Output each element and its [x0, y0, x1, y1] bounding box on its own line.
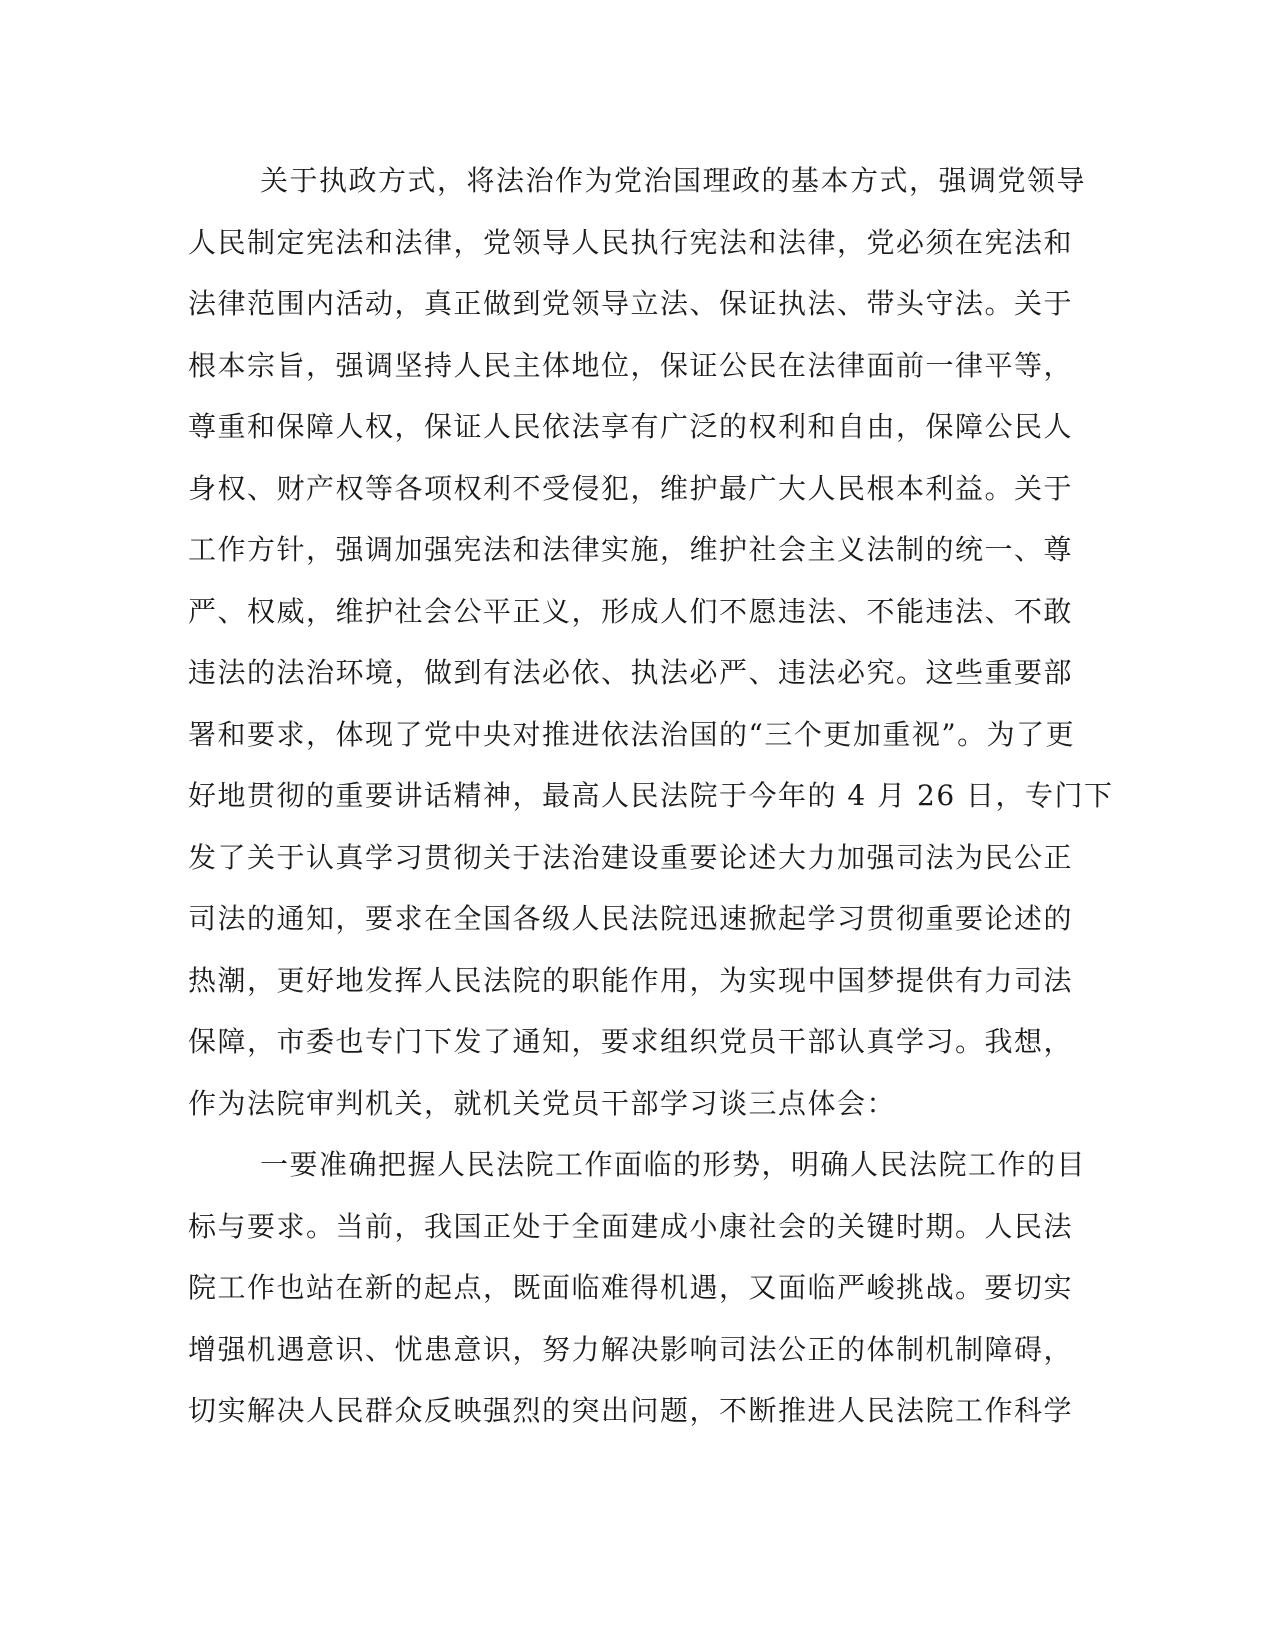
- text-line: 尊重和保障人权，保证人民依法享有广泛的权利和自由，保障公民人: [188, 410, 1074, 443]
- text-line: 根本宗旨，强调坚持人民主体地位，保证公民在法律面前一律平等，: [188, 348, 1074, 382]
- text-line: 作为法院审判机关，就机关党员干部学习谈三点体会：: [188, 1086, 897, 1120]
- text-line: 人民制定宪法和法律，党领导人民执行宪法和法律，党必须在宪法和: [188, 225, 1074, 259]
- text-line: 热潮，更好地发挥人民法院的职能作用，为实现中国梦提供有力司法: [188, 963, 1074, 997]
- text-line: 严、权威，维护社会公平正义，形成人们不愿违法、不能违法、不敢: [188, 594, 1074, 628]
- text-line: 司法的通知，要求在全国各级人民法院迅速掀起学习贯彻重要论述的: [188, 902, 1074, 935]
- text-line: 署和要求，体现了党中央对推进依法治国的“三个更加重视”。为了更: [188, 717, 1076, 751]
- text-line: 身权、财产权等各项权利不受侵犯，维护最广大人民根本利益。关于: [188, 471, 1074, 505]
- paragraph-1: [188, 161, 1114, 1145]
- text-line: 增强机遇意识、忧患意识，努力解决影响司法公正的体制机制障碍，: [188, 1332, 1074, 1366]
- text-line: 好地贯彻的重要讲话精神，最高人民法院于今年的 4 月 26 日，专门下: [188, 779, 1114, 812]
- text-line: 院工作也站在新的起点，既面临难得机遇，又面临严峻挑战。要切实: [188, 1271, 1074, 1304]
- text-line: 标与要求。当前，我国正处于全面建成小康社会的关键时期。人民法: [188, 1209, 1074, 1243]
- text-line: 一要准确把握人民法院工作面临的形势，明确人民法院工作的目: [260, 1148, 1087, 1181]
- document-body: [188, 161, 1114, 1453]
- text-line: 保障，市委也专门下发了通知，要求组织党员干部认真学习。我想，: [188, 1025, 1074, 1058]
- text-line: 发了关于认真学习贯彻关于法治建设重要论述大力加强司法为民公正: [188, 840, 1074, 874]
- text-line: 违法的法治环境，做到有法必依、执法必严、违法必究。这些重要部: [188, 656, 1074, 689]
- text-line: 关于执政方式，将法治作为党治国理政的基本方式，强调党领导: [260, 164, 1087, 197]
- text-line: 工作方针，强调加强宪法和法律实施，维护社会主义法制的统一、尊: [188, 533, 1074, 566]
- text-line: 切实解决人民群众反映强烈的突出问题，不断推进人民法院工作科学: [188, 1394, 1074, 1427]
- paragraph-2: [188, 1145, 1088, 1453]
- text-line: 法律范围内活动，真正做到党领导立法、保证执法、带头守法。关于: [188, 287, 1074, 320]
